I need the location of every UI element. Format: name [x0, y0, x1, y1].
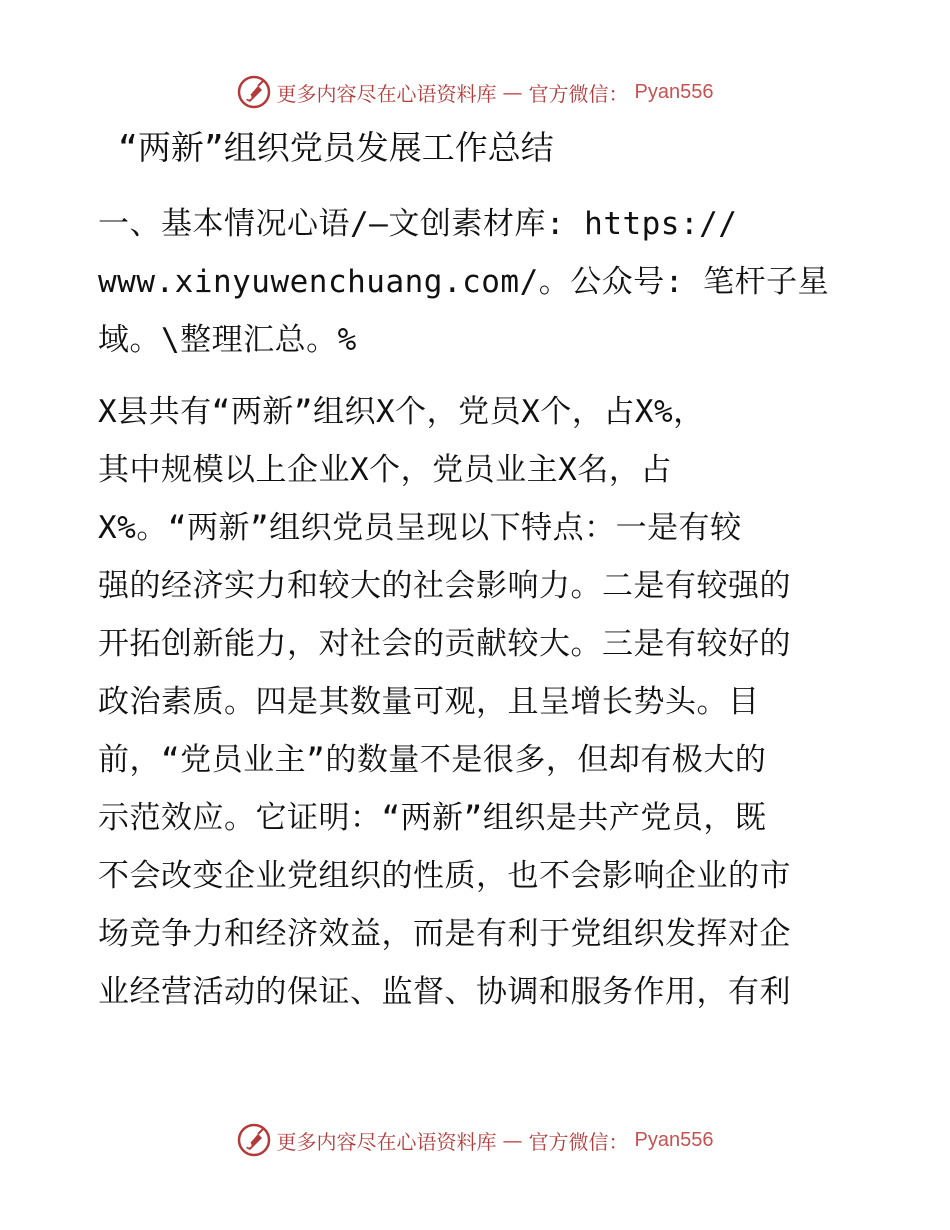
watermark-wechat-id: Pyan556: [634, 80, 714, 103]
watermark-official-label: 官方微信：: [528, 81, 629, 106]
body-line: X%。“两新”组织党员呈现以下特点：一是有较: [98, 510, 742, 546]
document-title: “两新”组织党员发展工作总结: [118, 128, 554, 167]
watermark-official-label: 官方微信：: [528, 1129, 629, 1154]
watermark-wechat-id: Pyan556: [634, 1128, 714, 1151]
watermark-dash: —: [502, 1128, 523, 1152]
body-line: 政治素质。四是其数量可观，且呈增长势头。目: [98, 684, 760, 720]
body-line: 示范效应。它证明：“两新”组织是共产党员，既: [98, 800, 767, 836]
header-watermark: [0, 72, 950, 112]
heading-line: www.xinyuwenchuang.com/。公众号: 笔杆子星: [98, 264, 830, 300]
body-line: 业经营活动的保证、监督、协调和服务作用，有利: [98, 974, 791, 1010]
body-line: 场竞争力和经济效益，而是有利于党组织发挥对企: [98, 916, 791, 952]
watermark-main-text: 更多内容尽在心语资料库: [276, 81, 497, 106]
body-line: 前，“党员业主”的数量不是很多，但却有极大的: [98, 742, 767, 778]
section-heading-basic-info: [98, 195, 858, 369]
body-paragraph: [98, 383, 858, 1021]
body-line: 其中规模以上企业X个，党员业主X名，占: [98, 452, 672, 488]
heading-line: 域。\整理汇总。%: [98, 322, 357, 358]
pen-nib-circle-icon: [237, 75, 271, 109]
body-line: 不会改变企业党组织的性质，也不会影响企业的市: [98, 858, 791, 894]
body-line: 强的经济实力和较大的社会影响力。二是有较强的: [98, 568, 791, 604]
body-line: 开拓创新能力，对社会的贡献较大。三是有较好的: [98, 626, 791, 662]
footer-watermark: [0, 1120, 950, 1160]
watermark-dash: —: [502, 80, 523, 104]
pen-nib-circle-icon: [237, 1123, 271, 1157]
heading-line: 一、基本情况心语/—文创素材库: https://: [98, 206, 738, 242]
watermark-main-text: 更多内容尽在心语资料库: [276, 1129, 497, 1154]
body-line: X县共有“两新”组织X个，党员X个，占X%，: [98, 394, 705, 430]
